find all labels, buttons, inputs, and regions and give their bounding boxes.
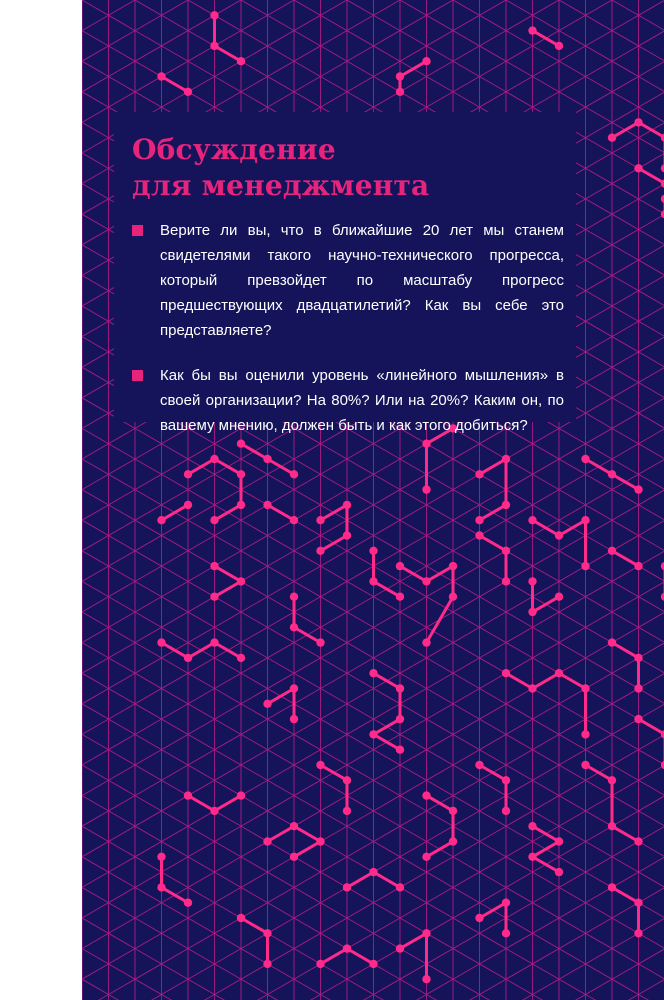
molecule-atom [343, 501, 351, 509]
molecule-bond [480, 459, 507, 520]
question-text: Как бы вы оценили уровень «линейного мышления» в своей организации? На 80%? Или на 20%? Каким он, по вашему мнению, должен быть и как этого добиться? [160, 367, 564, 434]
molecule-atom [210, 807, 218, 815]
molecule-atom [396, 715, 404, 723]
molecule-bond [427, 796, 454, 857]
molecule-atom [290, 684, 298, 692]
molecule-atom [422, 929, 430, 937]
molecule-atom [555, 868, 563, 876]
molecule-atom [157, 72, 165, 80]
square-bullet-icon [132, 225, 143, 236]
molecule-atom [555, 669, 563, 677]
molecule-atom [290, 593, 298, 601]
molecule-atom [502, 776, 510, 784]
molecule-atom [555, 593, 563, 601]
molecule-atom [608, 822, 616, 830]
molecule-atom [634, 899, 642, 907]
molecule-atom [608, 776, 616, 784]
molecule-atom [449, 593, 457, 601]
molecule-atom [396, 88, 404, 96]
molecule-atom [290, 822, 298, 830]
molecule-atom [581, 730, 589, 738]
heading-line-1: Обсуждение [132, 133, 336, 166]
molecule-atom [634, 164, 642, 172]
molecule-atom [290, 715, 298, 723]
molecule-atom [608, 547, 616, 555]
molecule-atom [608, 134, 616, 142]
molecule-atom [528, 608, 536, 616]
molecule-atom [237, 57, 245, 65]
question-item [132, 218, 564, 343]
molecule-atom [157, 853, 165, 861]
molecule-bond [612, 122, 664, 168]
molecule-atom [396, 72, 404, 80]
molecule-atom [210, 42, 218, 50]
molecule-atom [184, 501, 192, 509]
molecule-atom [528, 684, 536, 692]
molecule-atom [316, 638, 324, 646]
molecule-atom [316, 761, 324, 769]
molecule-atom [475, 914, 483, 922]
question-list [132, 218, 564, 458]
molecule-atom [396, 883, 404, 891]
molecule-atom [184, 791, 192, 799]
molecule-atom [369, 547, 377, 555]
molecule-atom [237, 501, 245, 509]
molecule-atom [210, 638, 218, 646]
molecule-atom [422, 57, 430, 65]
question-text: Верите ли вы, что в ближайшие 20 лет мы станем свидетелями такого научно-технического прогресса, который превзойдет по масштабу прогресс предшествующих двадцатилетий? Как вы себе это представляете? [160, 222, 564, 339]
molecule-atom [449, 562, 457, 570]
molecule-atom [343, 944, 351, 952]
molecule-bond [639, 168, 664, 183]
section-heading [132, 132, 429, 204]
question-item [132, 363, 564, 438]
molecule-atom [210, 11, 218, 19]
molecule-atom [422, 485, 430, 493]
molecule-atom [396, 944, 404, 952]
molecule-atom [237, 470, 245, 478]
molecule-atom [581, 562, 589, 570]
molecule-atom [316, 516, 324, 524]
molecule-atom [343, 883, 351, 891]
molecule-atom [449, 807, 457, 815]
square-bullet-icon [132, 370, 143, 381]
molecule-atom [396, 593, 404, 601]
molecule-atom [369, 669, 377, 677]
molecule-atom [634, 485, 642, 493]
book-page [82, 0, 664, 1000]
molecule-atom [502, 899, 510, 907]
molecule-atom [475, 470, 483, 478]
molecule-atom [475, 761, 483, 769]
molecule-bond [268, 505, 295, 520]
molecule-atom [184, 88, 192, 96]
molecule-atom [237, 654, 245, 662]
heading-line-2: для менеджмента [132, 169, 430, 202]
molecule-atom [555, 42, 563, 50]
molecule-atom [502, 669, 510, 677]
molecule-atom [263, 960, 271, 968]
molecule-atom [475, 516, 483, 524]
molecule-atom [316, 547, 324, 555]
molecule-bond [506, 673, 586, 734]
molecule-atom [581, 684, 589, 692]
molecule-atom [475, 531, 483, 539]
molecule-atom [608, 883, 616, 891]
molecule-atom [290, 516, 298, 524]
molecule-bond [162, 643, 242, 658]
molecule-atom [502, 807, 510, 815]
molecule-atom [184, 470, 192, 478]
molecule-atom [343, 531, 351, 539]
molecule-atom [634, 562, 642, 570]
molecule-atom [157, 516, 165, 524]
molecule-atom [157, 638, 165, 646]
molecule-atom [290, 470, 298, 478]
molecule-atom [369, 577, 377, 585]
molecule-atom [210, 562, 218, 570]
molecule-atom [343, 776, 351, 784]
molecule-atom [210, 593, 218, 601]
molecule-atom [634, 715, 642, 723]
molecule-atom [608, 470, 616, 478]
molecule-atom [422, 638, 430, 646]
molecule-atom [369, 868, 377, 876]
molecule-atom [316, 960, 324, 968]
molecule-bond [162, 77, 189, 92]
molecule-atom [634, 654, 642, 662]
molecule-atom [528, 26, 536, 34]
molecule-atom [422, 791, 430, 799]
discussion-panel [114, 112, 576, 434]
molecule-atom [290, 623, 298, 631]
molecule-atom [422, 853, 430, 861]
molecule-atom [237, 577, 245, 585]
molecule-atom [528, 822, 536, 830]
molecule-atom [263, 501, 271, 509]
molecule-atom [184, 654, 192, 662]
molecule-bond [533, 826, 560, 872]
molecule-bond [612, 551, 639, 566]
molecule-atom [263, 700, 271, 708]
molecule-atom [396, 684, 404, 692]
molecule-atom [263, 929, 271, 937]
molecule-atom [290, 853, 298, 861]
molecule-atom [343, 807, 351, 815]
molecule-atom [581, 516, 589, 524]
molecule-atom [237, 914, 245, 922]
molecule-atom [422, 577, 430, 585]
molecule-atom [528, 516, 536, 524]
molecule-atom [502, 547, 510, 555]
molecule-atom [581, 455, 589, 463]
molecule-atom [316, 837, 324, 845]
molecule-atom [555, 531, 563, 539]
molecule-atom [502, 929, 510, 937]
molecule-atom [157, 883, 165, 891]
molecule-atom [634, 929, 642, 937]
molecule-atom [528, 577, 536, 585]
molecule-atom [608, 638, 616, 646]
molecule-atom [502, 577, 510, 585]
molecule-atom [369, 960, 377, 968]
molecule-atom [502, 501, 510, 509]
molecule-atom [396, 562, 404, 570]
molecule-atom [634, 837, 642, 845]
molecule-atom [369, 730, 377, 738]
molecule-atom [210, 516, 218, 524]
molecule-atom [634, 118, 642, 126]
molecule-atom [449, 837, 457, 845]
molecule-atom [422, 975, 430, 983]
molecule-atom [581, 761, 589, 769]
molecule-atom [555, 837, 563, 845]
molecule-atom [396, 746, 404, 754]
molecule-atom [634, 684, 642, 692]
molecule-atom [528, 853, 536, 861]
molecule-atom [184, 899, 192, 907]
molecule-atom [263, 837, 271, 845]
molecule-atom [237, 791, 245, 799]
